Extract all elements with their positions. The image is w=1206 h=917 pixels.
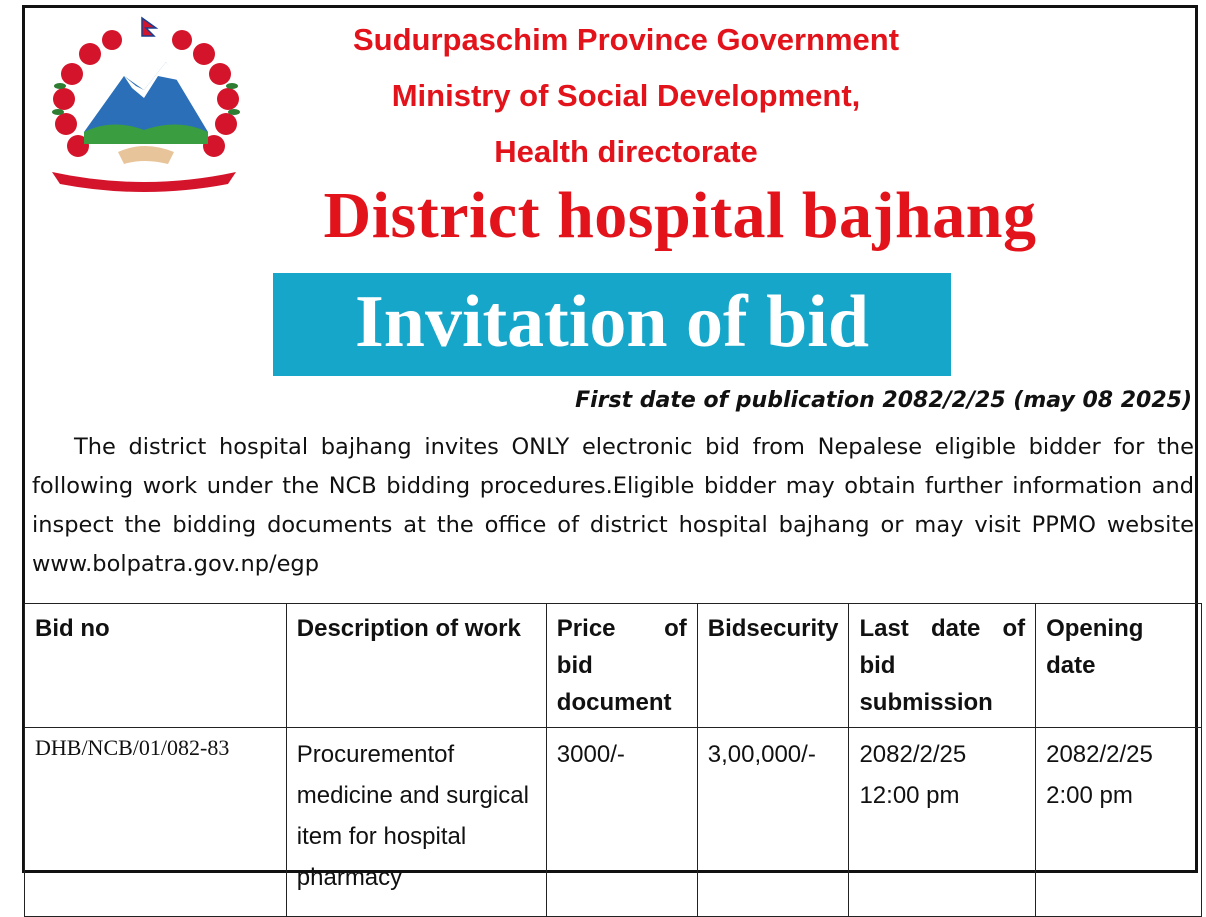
publication-date: First date of publication 2082/2/25 (may 08 2025) [575, 388, 1192, 413]
province-government-title: Sudurpaschim Province Government [352, 22, 900, 57]
header-description: Description of work [286, 604, 546, 728]
cell-last-date [849, 728, 1036, 917]
nepal-emblem-icon [32, 14, 256, 194]
header-security: Bidsecurity [697, 604, 849, 728]
cell-bid-no: DHB/NCB/01/082-83 [25, 728, 287, 917]
cell-opening-date [1036, 728, 1202, 917]
opening-time-value: 2:00 pm [1046, 782, 1133, 809]
header-opening-date: Opening date [1036, 604, 1202, 728]
hospital-name: District hospital bajhang [323, 179, 1037, 252]
bid-table [24, 603, 1202, 917]
header-last-date: Last date of bid submission [849, 604, 1036, 728]
table-header-row [25, 604, 1202, 728]
directorate-title: Health directorate [494, 134, 758, 169]
header-price: Price of bid document [546, 604, 697, 728]
invitation-banner: Invitation of bid [273, 273, 951, 376]
table-row [25, 728, 1202, 917]
last-date-value: 2082/2/25 [859, 741, 967, 768]
opening-date-value: 2082/2/25 [1046, 741, 1153, 768]
cell-price: 3000/- [546, 728, 697, 917]
cell-description: Procurementof medicine and surgical item for hospital pharmacy [286, 728, 546, 917]
last-time-value: 12:00 pm [859, 782, 960, 809]
ministry-title: Ministry of Social Development, [391, 78, 861, 113]
notice-paragraph: The district hospital bajhang invites ONLY electronic bid from Nepalese eligible bidder for the following work under the NCB bidding procedures.Eligible bidder may obtain further information and inspect the bidding documents at the office of district hospital bajhang or may visit PPMO website www.bolpatra.gov.np/egp [32, 434, 1194, 577]
cell-security: 3,00,000/- [697, 728, 849, 917]
header-bid-no: Bid no [25, 604, 287, 728]
